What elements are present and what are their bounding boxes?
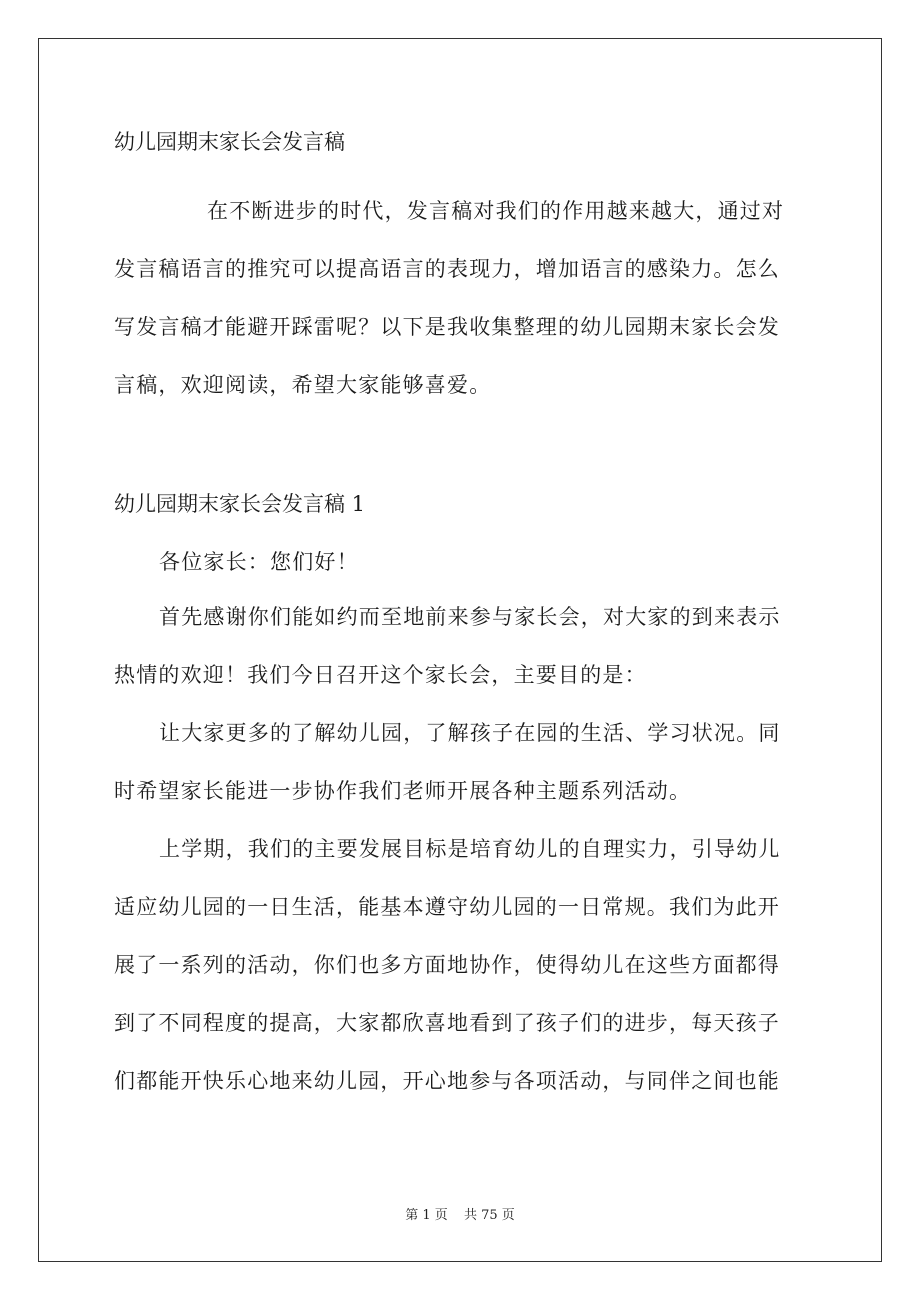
body-line: 展了一系列的活动，你们也多方面地协作，使得幼儿在这些方面都得 [114,953,780,977]
body-line: 热情的欢迎！我们今日召开这个家长会，主要目的是： [114,663,647,687]
body-line: 让大家更多的了解幼儿园，了解孩子在园的生活、学习状况。同 [159,721,781,745]
page-number: 第 1 页 [405,1208,448,1223]
body-line: 时希望家长能进一步协作我们老师开展各种主题系列活动。 [114,779,692,803]
page-footer [0,1206,920,1226]
intro-paragraph [114,182,808,414]
body-line: 首先感谢你们能如约而至地前来参与家长会，对大家的到来表示 [159,605,781,629]
intro-line: 发言稿语言的推究可以提高语言的表现力，增加语言的感染力。怎么 [114,257,780,281]
section-title: 幼儿园期末家长会发言稿 1 [114,492,366,516]
document-title: 幼儿园期末家长会发言稿 [114,130,345,154]
intro-line: 在不断进步的时代，发言稿对我们的作用越来越大，通过对 [207,199,785,223]
greeting-line: 各位家长：您们好！ [159,550,359,574]
body-line: 到了不同程度的提高，大家都欣喜地看到了孩子们的进步，每天孩子 [114,1011,780,1035]
body-line: 们都能开快乐心地来幼儿园，开心地参与各项活动，与同伴之间也能 [114,1069,780,1093]
body-line: 适应幼儿园的一日生活，能基本遵守幼儿园的一日常规。我们为此开 [114,895,780,919]
speech-body [114,536,808,1110]
page-total: 共 75 页 [463,1208,515,1223]
body-line: 上学期，我们的主要发展目标是培育幼儿的自理实力，引导幼儿 [159,837,781,861]
intro-line: 言稿，欢迎阅读，希望大家能够喜爱。 [114,373,492,397]
intro-line: 写发言稿才能避开踩雷呢？以下是我收集整理的幼儿园期末家长会发 [114,315,780,339]
